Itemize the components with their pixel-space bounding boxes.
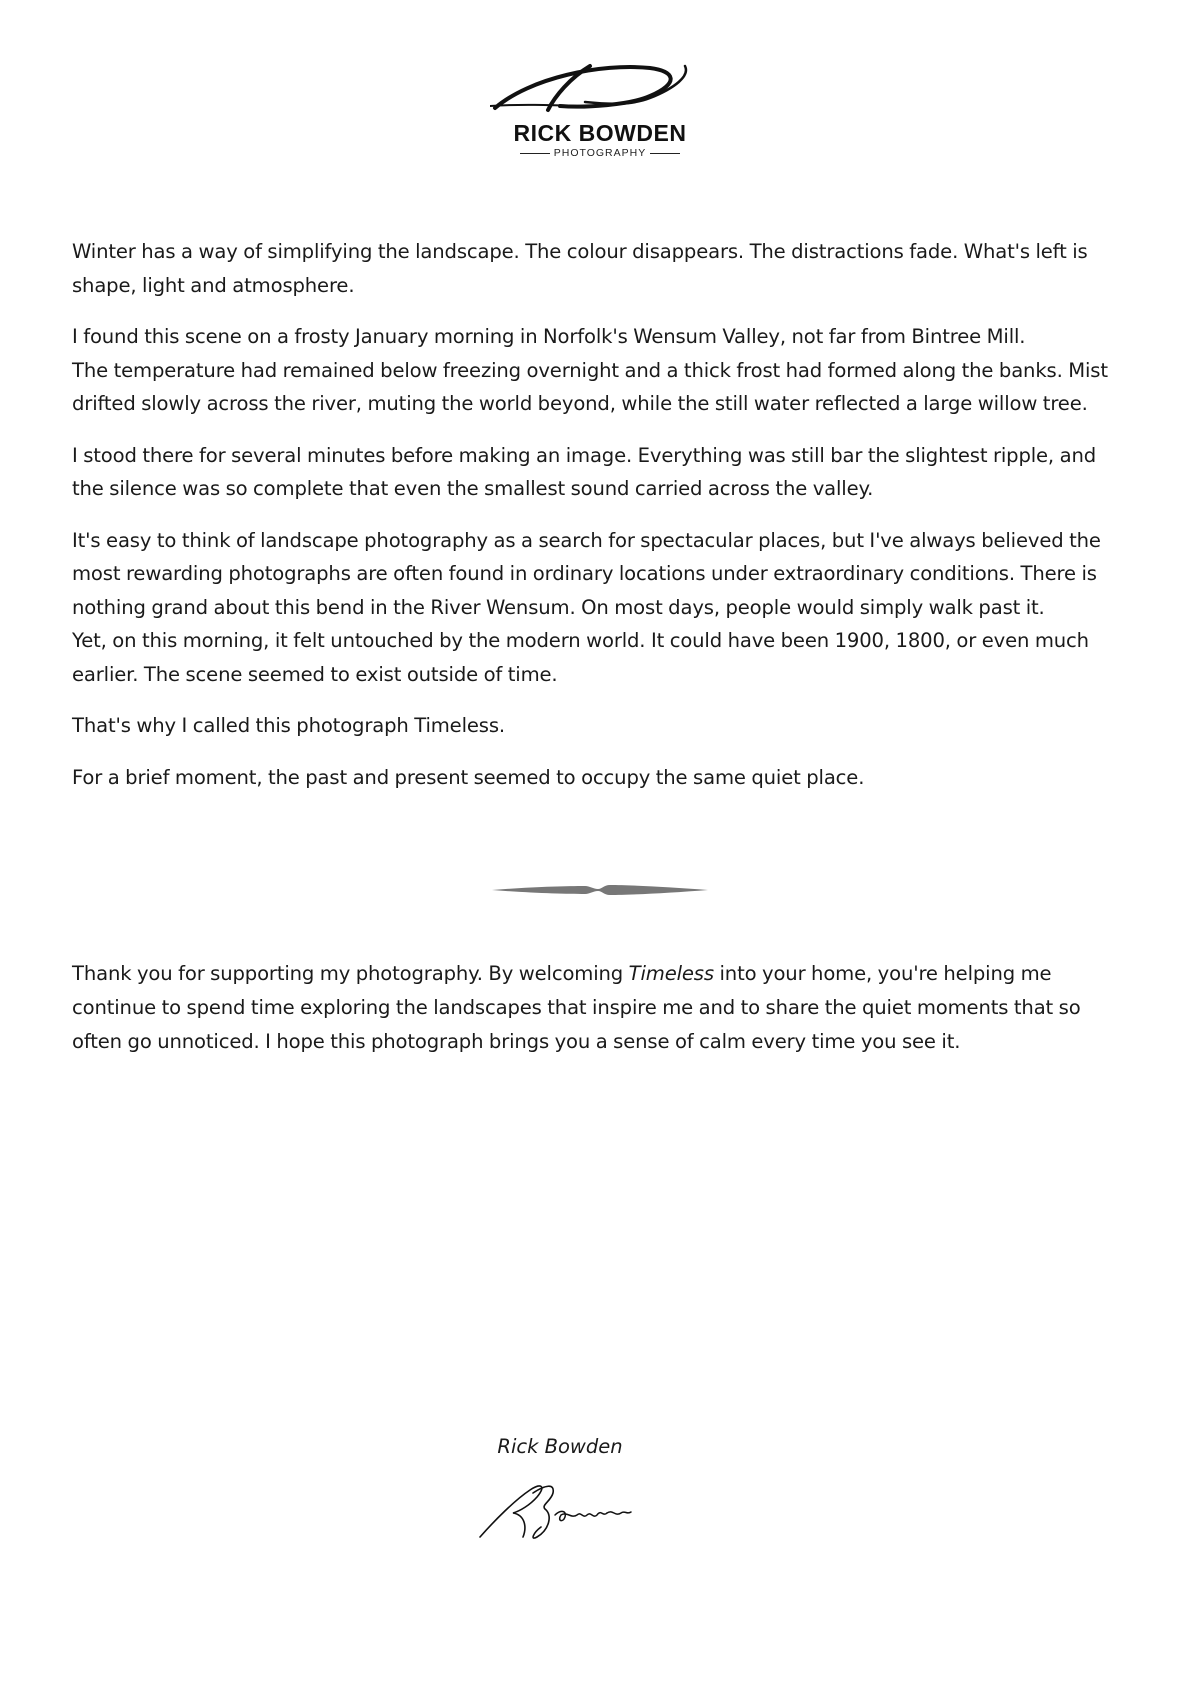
logo-subtitle-text: PHOTOGRAPHY — [553, 147, 647, 159]
logo-rule-left — [520, 153, 550, 154]
paragraph-intro — [72, 235, 1132, 302]
paragraph-text: For a brief moment, the past and present seemed to occupy the same quiet place. — [72, 765, 865, 789]
paragraph-text: Yet, on this morning, it felt untouched by the modern world. It could have been 1900, 1800, or even much earlier. The scene seemed to exist outside of time. — [72, 629, 1089, 686]
handwritten-signature-icon — [475, 1475, 645, 1545]
paragraph-closing — [72, 761, 1132, 795]
ornament-divider-icon — [490, 880, 710, 900]
logo-swoosh-icon — [490, 58, 700, 118]
paragraph-stillness — [72, 439, 1132, 506]
paragraph-philosophy — [72, 524, 1132, 692]
paragraph-text: The temperature had remained below freezing overnight and a thick frost had formed along the banks. Mist drifted slowly across the river, muting the world beyond, while the still water reflected a large willow tree. — [72, 358, 1108, 415]
letter-body — [72, 235, 1132, 812]
signoff-name: Rick Bowden — [497, 1435, 623, 1458]
thank-you-paragraph — [72, 957, 1132, 1059]
logo-subtitle — [480, 147, 720, 159]
thanks-text-before: Thank you for supporting my photography. By welcoming — [72, 962, 629, 985]
paragraph-text: I stood there for several minutes before making an image. Everything was still bar the slightest ripple, and the silence was so complete that even the smallest sound carried across the valley. — [72, 443, 1096, 500]
logo-name: RICK BOWDEN — [513, 120, 687, 146]
paragraph-title-reason — [72, 709, 1132, 743]
brand-logo — [480, 58, 720, 168]
logo-rule-right — [650, 153, 680, 154]
paragraph-text: Winter has a way of simplifying the landscape. The colour disappears. The distractions fade. What's left is shape, light and atmosphere. — [72, 240, 1088, 297]
thanks-text-after: into your home, you're helping me continue to spend time exploring the landscapes that inspire me and to share the quiet moments that so often go unnoticed. I hope this photograph brings you a sense of calm every time you see it. — [72, 962, 1081, 1053]
artwork-title: Timeless — [628, 962, 714, 985]
paragraph-text: It's easy to think of landscape photography as a search for spectacular places, but I've always believed the most rewarding photographs are often found in ordinary locations under extraordinary conditions. There is nothing grand about this bend in the River Wensum. On most days, people would simply walk past it. — [72, 528, 1101, 619]
paragraph-text: I found this scene on a frosty January morning in Norfolk's Wensum Valley, not far from Bintree Mill. — [72, 325, 1026, 348]
paragraph-location — [72, 320, 1132, 421]
paragraph-text: That's why I called this photograph Timeless. — [72, 714, 505, 737]
